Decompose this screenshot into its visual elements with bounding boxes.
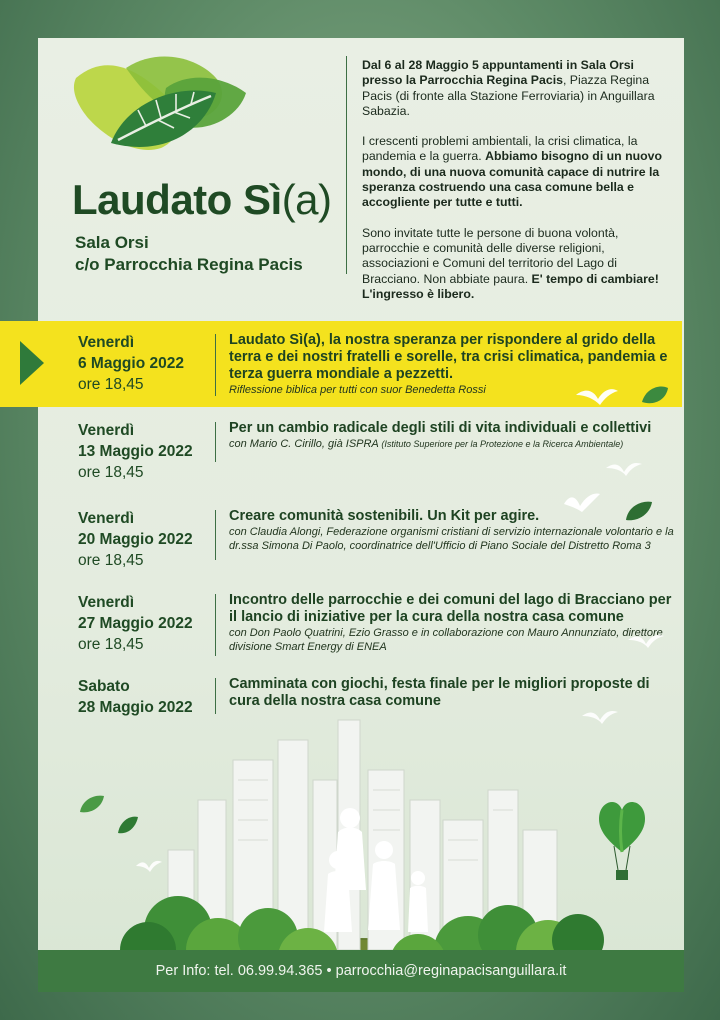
footer-contact-text: Per Info: tel. 06.99.94.365 • parrocchia@reginapacisanguillara.it [155,963,567,979]
event-title: Laudato Sì(a), la nostra speranza per rispondere al grido della terra e dei nostri fratelli e sorelle, tra crisi climatica, pandemia e terza guerra mondiale a pezzetti. [229,332,668,382]
event-speaker [229,437,679,451]
event-speaker: con Claudia Alongi, Federazione organismi cristiani di servizio internazionale volontario e la dr.ssa Simona Di Paolo, coordinatrice dell'Ufficio di Piano Sociale del Distretto Roma 3 [229,526,674,552]
arrow-right-icon [20,341,44,385]
event-divider [215,334,216,396]
intro-p3-bold: E' tempo di cambiare! L'ingresso è libero. [362,271,659,301]
event-day: Venerdì [78,334,134,351]
intro-p2-plain: I crescenti problemi ambientali, la crisi climatica, la pandemia e la guerra. [362,134,638,164]
bird-icon [562,492,602,514]
event-divider [215,594,216,656]
event-time: ore 18,45 [78,464,144,481]
subtitle-line-2: c/o Parrocchia Regina Pacis [75,255,303,274]
event-title: Incontro delle parrocchie e dei comuni del lago di Bracciano per il lancio di iniziative per la cura della nostra casa comune [229,592,672,625]
event-speaker: con Don Paolo Quatrini, Ezio Grasso e in collaborazione con Mauro Annunziato, direttore divisione Smart Energy di ENEA [229,627,663,653]
event-day: Venerdì [78,594,134,611]
intro-text [362,58,662,317]
event-day: Sabato [78,678,130,695]
intro-p1-bold: Dal 6 al 28 Maggio 5 appuntamenti in Sala Orsi presso la Parrocchia Regina Pacis [362,58,634,88]
event-date-text: 27 Maggio 2022 [78,615,193,632]
title-paren: (a) [281,176,332,223]
event-date [78,592,208,655]
event-time: ore 18,45 [78,552,144,569]
intro-p1-rest: , Piazza Regina Pacis (di fronte alla Stazione Ferroviaria) in Anguillara Sabazia. [362,73,655,118]
title-main: Laudato Sì [72,176,282,223]
intro-divider [346,56,347,274]
event-title: Per un cambio radicale degli stili di vita individuali e collettivi [229,420,652,436]
event-date-text: 6 Maggio 2022 [78,355,184,372]
venue-subtitle [75,232,303,276]
event-description [229,508,679,553]
intro-p2-bold: Abbiamo bisogno di un nuovo mondo, di una nuova comunità capace di nutrire la speranza costruendo una casa comune bella e accogliente per tutte e tutti. [362,149,662,210]
bird-icon [604,460,644,478]
leaf-icon [640,384,670,406]
event-date-text: 20 Maggio 2022 [78,531,193,548]
event-title: Creare comunità sostenibili. Un Kit per agire. [229,508,540,524]
event-date [78,420,208,483]
event-date-text: 28 Maggio 2022 [78,699,193,716]
event-speaker-note: (Istituto Superiore per la Protezione e la Ricerca Ambientale) [381,439,624,449]
event-title: Camminata con giochi, festa finale per le migliori proposte di cura della nostra casa comune [229,676,650,709]
page-title [72,175,332,225]
event-description [229,420,679,451]
intro-paragraph-1 [362,58,662,119]
bird-icon [626,632,666,650]
heart-balloon-icon [596,790,648,890]
info-footer [38,950,684,992]
intro-paragraph-2 [362,134,662,210]
event-day: Venerdì [78,510,134,527]
leaf-icon [624,500,654,522]
intro-paragraph-3 [362,226,662,302]
event-date [78,508,208,571]
intro-p3-plain: Sono invitate tutte le persone di buona volontà, parrocchie e comunità delle diverse religioni, associazioni e Comuni del territorio del Lago di Bracciano. Non abbiate paura. [362,225,619,286]
subtitle-line-1: Sala Orsi [75,233,149,252]
event-day: Venerdì [78,422,134,439]
event-divider [215,422,216,462]
event-time: ore 18,45 [78,376,144,393]
bird-icon [574,385,620,407]
eco-city-illustration [38,700,684,990]
event-speaker-name: con Mario C. Cirillo, già ISPRA [229,438,382,450]
event-divider [215,510,216,560]
event-time: ore 18,45 [78,636,144,653]
event-date-text: 13 Maggio 2022 [78,443,193,460]
event-description [229,592,679,654]
event-speaker: Riflessione biblica per tutti con suor Benedetta Rossi [229,384,486,396]
hands-leaf-logo [66,48,256,158]
event-date [78,332,208,395]
